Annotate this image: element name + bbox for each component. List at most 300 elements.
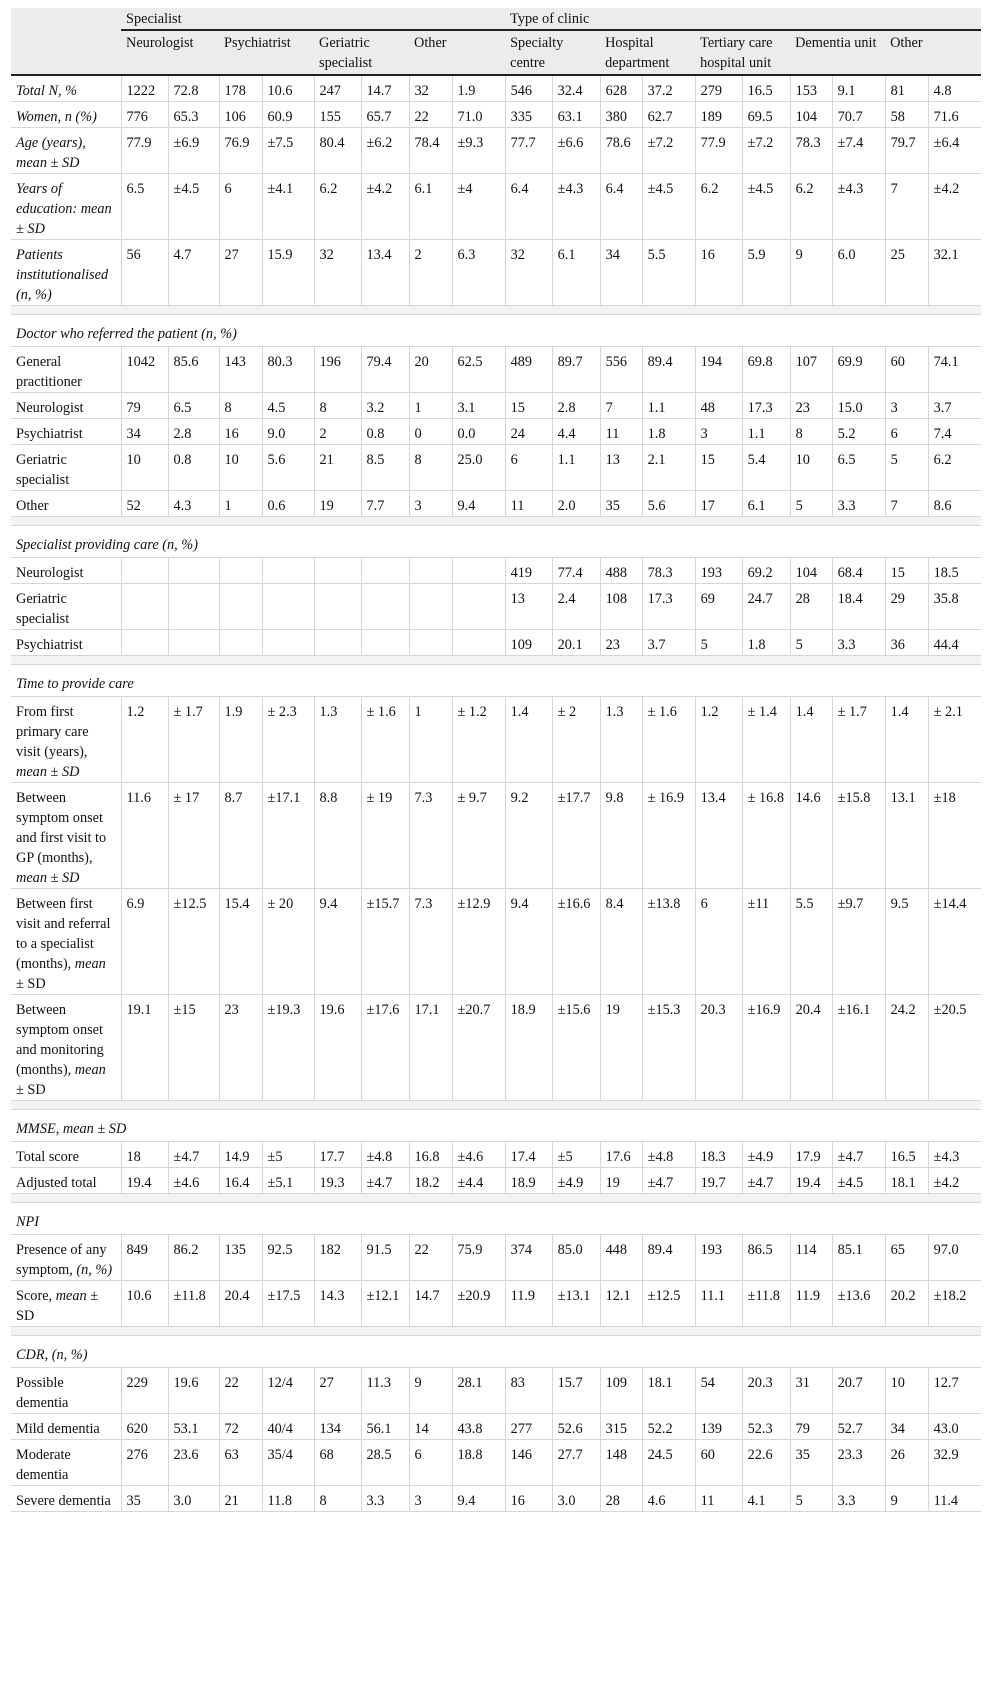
stat-cell: ±4.9: [742, 1142, 790, 1168]
stat-cell: ±6.4: [928, 128, 981, 174]
stat-cell: ±17.5: [262, 1281, 314, 1327]
spacer-cell: [11, 1194, 981, 1203]
stat-cell: ±11.8: [168, 1281, 219, 1327]
stat-cell: ±15: [168, 995, 219, 1101]
row-label-text: Presence of any symptom,: [16, 1242, 107, 1278]
stat-cell: [262, 630, 314, 656]
stat-cell: 7.7: [361, 491, 409, 517]
row-label-tail: ± SD: [16, 976, 46, 992]
stat-cell: ±14.4: [928, 889, 981, 995]
section-title: NPI: [11, 1203, 981, 1235]
row-label: [11, 102, 121, 128]
row-label-text: Psychiatrist: [16, 426, 83, 442]
stat-cell: [361, 630, 409, 656]
value-cell: 20.4: [219, 1281, 262, 1327]
stat-cell: 89.4: [642, 347, 695, 393]
stat-cell: ±4.3: [552, 174, 600, 240]
header-group-specialist: Specialist: [121, 8, 505, 30]
row-label: [11, 995, 121, 1101]
section-title: Specialist providing care (n, %): [11, 526, 981, 558]
stat-cell: 89.4: [642, 1235, 695, 1281]
stat-cell: ±4.2: [361, 174, 409, 240]
stat-cell: ±11.8: [742, 1281, 790, 1327]
value-cell: 247: [314, 75, 361, 102]
stat-cell: 4.6: [642, 1486, 695, 1512]
value-cell: 6.9: [121, 889, 168, 995]
table-row: [11, 1486, 981, 1512]
value-cell: 16: [695, 240, 742, 306]
value-cell: 9.4: [505, 889, 552, 995]
stat-cell: 86.5: [742, 1235, 790, 1281]
col-header-hospital-department: Hospital department: [600, 30, 695, 75]
value-cell: 11.9: [790, 1281, 832, 1327]
value-cell: 146: [505, 1440, 552, 1486]
stat-cell: 18.8: [452, 1440, 505, 1486]
stat-cell: 37.2: [642, 75, 695, 102]
value-cell: 19.7: [695, 1168, 742, 1194]
stat-cell: 2.4: [552, 584, 600, 630]
value-cell: 3: [409, 1486, 452, 1512]
stat-cell: ±16.6: [552, 889, 600, 995]
table-row: [11, 393, 981, 419]
stat-cell: 85.6: [168, 347, 219, 393]
stat-cell: 14.7: [361, 75, 409, 102]
value-cell: 35: [121, 1486, 168, 1512]
value-cell: 6.4: [600, 174, 642, 240]
stat-cell: ±9.3: [452, 128, 505, 174]
value-cell: 69: [695, 584, 742, 630]
value-cell: 35: [790, 1440, 832, 1486]
stat-cell: 60.9: [262, 102, 314, 128]
stat-cell: ±12.5: [642, 1281, 695, 1327]
stat-cell: ±13.1: [552, 1281, 600, 1327]
value-cell: 7.3: [409, 783, 452, 889]
stat-cell: ±12.5: [168, 889, 219, 995]
value-cell: 13.4: [695, 783, 742, 889]
stat-cell: ±4.6: [168, 1168, 219, 1194]
value-cell: 315: [600, 1414, 642, 1440]
value-cell: 15: [505, 393, 552, 419]
value-cell: 143: [219, 347, 262, 393]
value-cell: 11: [505, 491, 552, 517]
value-cell: 14.6: [790, 783, 832, 889]
row-label-text: Between symptom onset and first visit to GP (months),: [16, 790, 107, 866]
value-cell: 18: [121, 1142, 168, 1168]
table-row: [11, 1142, 981, 1168]
col-header-dementia-unit: Dementia unit: [790, 30, 885, 75]
value-cell: 79: [121, 393, 168, 419]
stat-cell: ±4: [452, 174, 505, 240]
stat-cell: 13.4: [361, 240, 409, 306]
value-cell: 6.1: [409, 174, 452, 240]
value-cell: 276: [121, 1440, 168, 1486]
row-label: [11, 393, 121, 419]
stat-cell: 11.4: [928, 1486, 981, 1512]
value-cell: 11: [600, 419, 642, 445]
col-header-geriatric-specialist: Geriatric specialist: [314, 30, 409, 75]
stat-cell: 32.4: [552, 75, 600, 102]
stat-cell: 69.2: [742, 558, 790, 584]
stat-cell: 2.8: [168, 419, 219, 445]
row-label-text: Between symptom onset and monitoring (months),: [16, 1002, 104, 1078]
stat-cell: 52.3: [742, 1414, 790, 1440]
value-cell: 107: [790, 347, 832, 393]
stat-cell: ±4.9: [552, 1168, 600, 1194]
value-cell: 25: [885, 240, 928, 306]
row-label-text: Years of education: mean ± SD: [16, 181, 112, 237]
stat-cell: 8.6: [928, 491, 981, 517]
stat-cell: 91.5: [361, 1235, 409, 1281]
section-title: CDR, (n, %): [11, 1336, 981, 1368]
value-cell: 14.3: [314, 1281, 361, 1327]
value-cell: 18.3: [695, 1142, 742, 1168]
value-cell: 193: [695, 1235, 742, 1281]
value-cell: 1.3: [314, 697, 361, 783]
stat-cell: 6.2: [928, 445, 981, 491]
stat-cell: ±13.8: [642, 889, 695, 995]
stat-cell: 74.1: [928, 347, 981, 393]
value-cell: 5: [790, 630, 832, 656]
table-row: [11, 1414, 981, 1440]
table-row: [11, 630, 981, 656]
stat-cell: 3.7: [642, 630, 695, 656]
col-header-neurologist: Neurologist: [121, 30, 219, 75]
stat-cell: ± 1.6: [361, 697, 409, 783]
value-cell: 109: [505, 630, 552, 656]
table-row: [11, 128, 981, 174]
value-cell: [121, 630, 168, 656]
value-cell: 488: [600, 558, 642, 584]
stat-cell: 25.0: [452, 445, 505, 491]
value-cell: 6: [505, 445, 552, 491]
value-cell: 178: [219, 75, 262, 102]
table-row: [11, 558, 981, 584]
stat-cell: ±12.1: [361, 1281, 409, 1327]
stat-cell: 9.0: [262, 419, 314, 445]
section-spacer: [11, 306, 981, 315]
stat-cell: 69.8: [742, 347, 790, 393]
value-cell: 1.2: [695, 697, 742, 783]
stat-cell: 3.0: [552, 1486, 600, 1512]
section-header-row: [11, 1203, 981, 1235]
value-cell: 6.2: [314, 174, 361, 240]
value-cell: 1.4: [505, 697, 552, 783]
value-cell: [121, 558, 168, 584]
value-cell: 6: [409, 1440, 452, 1486]
value-cell: [409, 558, 452, 584]
stat-cell: 27.7: [552, 1440, 600, 1486]
stat-cell: 86.2: [168, 1235, 219, 1281]
section-title: MMSE, mean ± SD: [11, 1110, 981, 1142]
header-corner: [11, 8, 121, 30]
stat-cell: ±6.9: [168, 128, 219, 174]
value-cell: 114: [790, 1235, 832, 1281]
value-cell: 8: [314, 1486, 361, 1512]
stat-cell: 32.1: [928, 240, 981, 306]
value-cell: 9.2: [505, 783, 552, 889]
value-cell: 27: [314, 1368, 361, 1414]
value-cell: 8.7: [219, 783, 262, 889]
stat-cell: 85.1: [832, 1235, 885, 1281]
value-cell: 546: [505, 75, 552, 102]
value-cell: 5: [695, 630, 742, 656]
value-cell: 17.1: [409, 995, 452, 1101]
value-cell: 7: [600, 393, 642, 419]
value-cell: 83: [505, 1368, 552, 1414]
value-cell: 77.9: [121, 128, 168, 174]
section-header-row: [11, 1110, 981, 1142]
stat-cell: ±4.5: [642, 174, 695, 240]
value-cell: 20: [409, 347, 452, 393]
value-cell: [314, 630, 361, 656]
stat-cell: ± 19: [361, 783, 409, 889]
stat-cell: ±4.7: [361, 1168, 409, 1194]
stat-cell: 2.0: [552, 491, 600, 517]
value-cell: 1.4: [790, 697, 832, 783]
stat-cell: 28.1: [452, 1368, 505, 1414]
row-label-text: Score,: [16, 1288, 56, 1304]
row-label: [11, 240, 121, 306]
value-cell: 489: [505, 347, 552, 393]
value-cell: 11.6: [121, 783, 168, 889]
value-cell: 17.4: [505, 1142, 552, 1168]
stat-cell: 52.2: [642, 1414, 695, 1440]
value-cell: 5: [885, 445, 928, 491]
value-cell: 15: [695, 445, 742, 491]
stat-cell: 1.9: [452, 75, 505, 102]
row-label: [11, 1142, 121, 1168]
stat-cell: 5.6: [642, 491, 695, 517]
value-cell: 81: [885, 75, 928, 102]
value-cell: 1042: [121, 347, 168, 393]
stat-cell: 1.1: [742, 419, 790, 445]
value-cell: 9.8: [600, 783, 642, 889]
table-row: [11, 697, 981, 783]
stat-cell: 12.7: [928, 1368, 981, 1414]
stat-cell: 6.1: [552, 240, 600, 306]
stat-cell: ± 16.9: [642, 783, 695, 889]
value-cell: 335: [505, 102, 552, 128]
stat-cell: 18.4: [832, 584, 885, 630]
stat-cell: ±15.8: [832, 783, 885, 889]
row-label: [11, 1235, 121, 1281]
value-cell: 148: [600, 1440, 642, 1486]
value-cell: 277: [505, 1414, 552, 1440]
value-cell: 6.5: [121, 174, 168, 240]
stat-cell: ±4.2: [928, 174, 981, 240]
stat-cell: 75.9: [452, 1235, 505, 1281]
stat-cell: ±7.4: [832, 128, 885, 174]
value-cell: [314, 584, 361, 630]
stat-cell: 40/4: [262, 1414, 314, 1440]
stat-cell: 6.0: [832, 240, 885, 306]
stat-cell: 65.3: [168, 102, 219, 128]
value-cell: 776: [121, 102, 168, 128]
stat-cell: ±7.2: [742, 128, 790, 174]
stat-cell: 4.5: [262, 393, 314, 419]
stat-cell: 6.3: [452, 240, 505, 306]
value-cell: 76.9: [219, 128, 262, 174]
table-row: [11, 1440, 981, 1486]
stat-cell: 2.8: [552, 393, 600, 419]
value-cell: 29: [885, 584, 928, 630]
stat-cell: 56.1: [361, 1414, 409, 1440]
stat-cell: 22.6: [742, 1440, 790, 1486]
value-cell: 6: [695, 889, 742, 995]
stat-cell: ±4.1: [262, 174, 314, 240]
value-cell: 6: [885, 419, 928, 445]
value-cell: 620: [121, 1414, 168, 1440]
stat-cell: 0.6: [262, 491, 314, 517]
stat-cell: 20.3: [742, 1368, 790, 1414]
stat-cell: 5.6: [262, 445, 314, 491]
table-container: [11, 8, 981, 1704]
stat-cell: 12/4: [262, 1368, 314, 1414]
value-cell: 3: [885, 393, 928, 419]
value-cell: 628: [600, 75, 642, 102]
value-cell: 8: [314, 393, 361, 419]
value-cell: 11: [695, 1486, 742, 1512]
stat-cell: 5.4: [742, 445, 790, 491]
value-cell: 13.1: [885, 783, 928, 889]
stat-cell: ±18.2: [928, 1281, 981, 1327]
col-header-clinic-other: Other: [885, 30, 981, 75]
value-cell: 11.1: [695, 1281, 742, 1327]
value-cell: 134: [314, 1414, 361, 1440]
stat-cell: 52.7: [832, 1414, 885, 1440]
stat-cell: ±4.5: [832, 1168, 885, 1194]
stat-cell: [262, 584, 314, 630]
value-cell: 380: [600, 102, 642, 128]
value-cell: [409, 584, 452, 630]
stat-cell: ±4.7: [642, 1168, 695, 1194]
value-cell: 22: [409, 1235, 452, 1281]
value-cell: 21: [219, 1486, 262, 1512]
value-cell: 9: [409, 1368, 452, 1414]
table-row: [11, 1281, 981, 1327]
section-header-row: [11, 1336, 981, 1368]
value-cell: 10: [885, 1368, 928, 1414]
value-cell: 35: [600, 491, 642, 517]
stat-cell: ±18: [928, 783, 981, 889]
stat-cell: ±4.7: [742, 1168, 790, 1194]
stat-cell: ±4.3: [928, 1142, 981, 1168]
col-header-specialist-other: Other: [409, 30, 505, 75]
stat-cell: 23.3: [832, 1440, 885, 1486]
stat-cell: 3.3: [832, 1486, 885, 1512]
value-cell: 17.9: [790, 1142, 832, 1168]
stat-cell: 1.1: [552, 445, 600, 491]
stat-cell: ±6.2: [361, 128, 409, 174]
value-cell: 19.4: [790, 1168, 832, 1194]
row-label: [11, 1168, 121, 1194]
section-header-row: [11, 315, 981, 347]
value-cell: 7.3: [409, 889, 452, 995]
row-label: [11, 75, 121, 102]
stat-cell: ±20.9: [452, 1281, 505, 1327]
table-row: [11, 1235, 981, 1281]
value-cell: 27: [219, 240, 262, 306]
stat-cell: 18.5: [928, 558, 981, 584]
row-label: [11, 783, 121, 889]
value-cell: 189: [695, 102, 742, 128]
stat-cell: ±15.6: [552, 995, 600, 1101]
stat-cell: [262, 558, 314, 584]
value-cell: 8: [409, 445, 452, 491]
value-cell: [219, 630, 262, 656]
stat-cell: [168, 584, 219, 630]
value-cell: 7: [885, 491, 928, 517]
row-label-text: Mild dementia: [16, 1421, 100, 1437]
value-cell: 849: [121, 1235, 168, 1281]
row-label-emphasis: mean: [74, 1062, 106, 1078]
stat-cell: ±16.1: [832, 995, 885, 1101]
stat-cell: ±16.9: [742, 995, 790, 1101]
stat-cell: 15.7: [552, 1368, 600, 1414]
row-label-emphasis: mean: [55, 1288, 87, 1304]
stat-cell: 1.8: [642, 419, 695, 445]
table-row: [11, 445, 981, 491]
stat-cell: [361, 558, 409, 584]
value-cell: 448: [600, 1235, 642, 1281]
value-cell: 77.9: [695, 128, 742, 174]
row-label-emphasis: mean: [74, 956, 106, 972]
stat-cell: 43.8: [452, 1414, 505, 1440]
value-cell: 21: [314, 445, 361, 491]
value-cell: 36: [885, 630, 928, 656]
value-cell: 14: [409, 1414, 452, 1440]
value-cell: 1.4: [885, 697, 928, 783]
value-cell: [409, 630, 452, 656]
row-label-text: Geriatric specialist: [16, 452, 70, 488]
value-cell: 23: [219, 995, 262, 1101]
stat-cell: ± 2: [552, 697, 600, 783]
header-corner-lower: [11, 30, 121, 75]
section-spacer: [11, 656, 981, 665]
stat-cell: ±4.5: [168, 174, 219, 240]
stat-cell: 97.0: [928, 1235, 981, 1281]
value-cell: 279: [695, 75, 742, 102]
value-cell: 1.2: [121, 697, 168, 783]
value-cell: 32: [409, 75, 452, 102]
row-label-emphasis: mean ± SD: [16, 764, 80, 780]
value-cell: 10: [219, 445, 262, 491]
stat-cell: ± 20: [262, 889, 314, 995]
value-cell: 108: [600, 584, 642, 630]
value-cell: 5: [790, 491, 832, 517]
col-header-tertiary-care-unit: Tertiary care hospital unit: [695, 30, 790, 75]
stat-cell: 11.8: [262, 1486, 314, 1512]
stat-cell: ±4.8: [642, 1142, 695, 1168]
table-row: [11, 1168, 981, 1194]
value-cell: 14.7: [409, 1281, 452, 1327]
stat-cell: 35/4: [262, 1440, 314, 1486]
stat-cell: 15.0: [832, 393, 885, 419]
stat-cell: ± 16.8: [742, 783, 790, 889]
value-cell: 15.4: [219, 889, 262, 995]
stat-cell: 35.8: [928, 584, 981, 630]
value-cell: 153: [790, 75, 832, 102]
value-cell: 16.4: [219, 1168, 262, 1194]
stat-cell: 9.4: [452, 1486, 505, 1512]
value-cell: 14.9: [219, 1142, 262, 1168]
stat-cell: 3.0: [168, 1486, 219, 1512]
spacer-cell: [11, 306, 981, 315]
stat-cell: ±7.2: [642, 128, 695, 174]
value-cell: 31: [790, 1368, 832, 1414]
value-cell: 60: [885, 347, 928, 393]
stat-cell: 3.2: [361, 393, 409, 419]
